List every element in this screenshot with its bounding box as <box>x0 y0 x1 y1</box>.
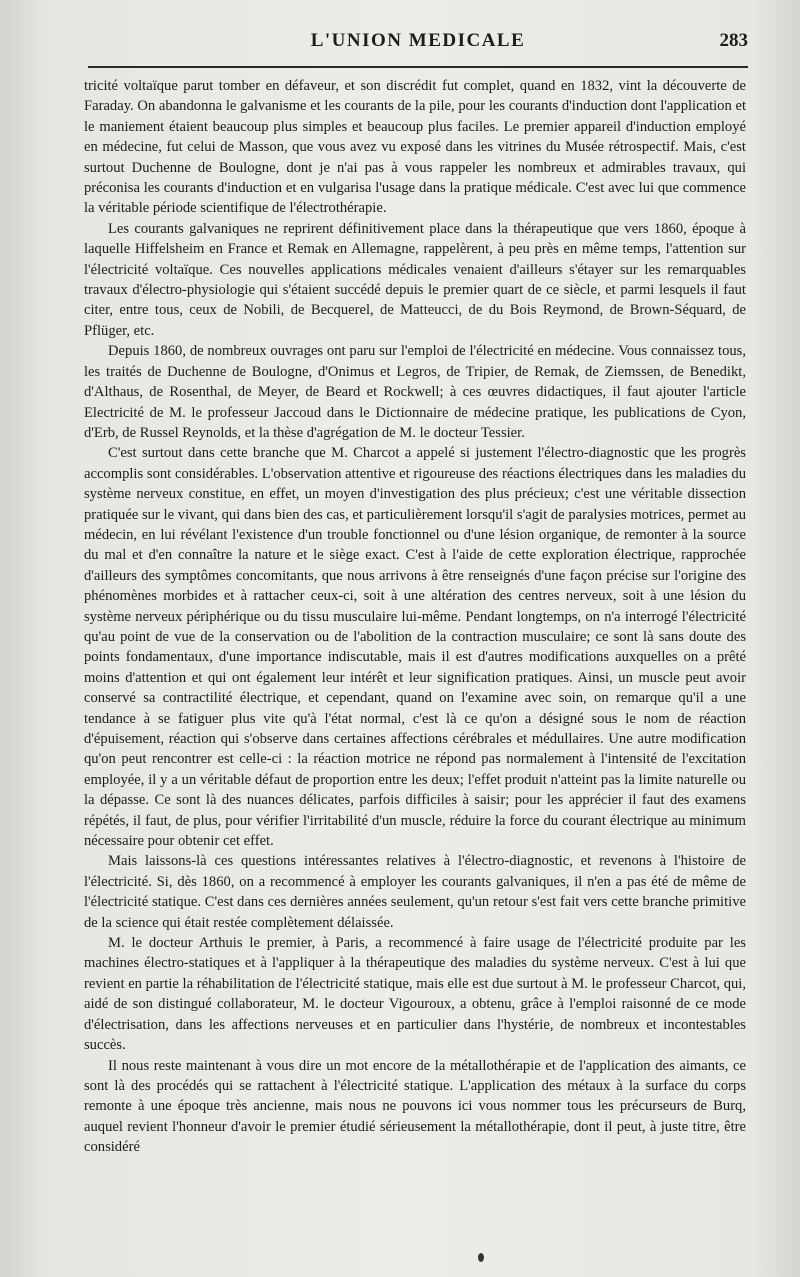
paragraph: tricité voltaïque parut tomber en défaveur, et son discrédit fut complet, quand en 1832, vint la découverte de Faraday. On abandonna le galvanisme et les courants de la pile, pour les courants d'induction dont l'application et le maniement étaient beaucoup plus simples et beaucoup plus faciles. Le premier appareil d'induction employé en médecine, fut celui de Masson, que vous avez vu exposé dans les vitrines du Musée rétrospectif. Mais, c'est surtout Duchenne de Boulogne, dont je n'ai pas à vous rappeler les nombreux et admirables travaux, qui préconisa les courants d'induction et en vulgarisa l'usage dans la pratique médicale. C'est avec lui que commence la véritable période scientifique de l'électrothérapie. <box>84 78 746 217</box>
body-text <box>84 76 746 1158</box>
paragraph: Les courants galvaniques ne reprirent définitivement place dans la thérapeutique que vers 1860, époque à laquelle Hiffelsheim en France et Remak en Allemagne, rappelèrent, à peu près en même temps, l'attention sur l'électricité voltaïque. Ces nouvelles applications médicales venaient d'ailleurs s'étayer sur les remarquables travaux d'électro-physiologie qui s'étaient succédé depuis le premier quart de ce siècle, et parmi lesquels il faut citer, entre tous, ceux de Nobili, de Becquerel, de Matteucci, de du Bois Reymond, de Brown-Séquard, de Pflüger, etc. <box>84 220 746 339</box>
paragraph: C'est surtout dans cette branche que M. Charcot a appelé si justement l'électro-diagnostic que les progrès accomplis sont considérables. L'observation attentive et rigoureuse des réactions électriques dans les maladies du système nerveux constitue, en effet, un moyen d'investigation des plus précieux; c'est une véritable dissection pratiquée sur le vivant, qui dans bien des cas, et particulièrement lorsqu'il s'agit de paralysies motrices, permet au médecin, en lui révélant l'existence d'un trouble fonctionnel ou d'une lésion organique, de remonter à la source du mal et d'en connaître la nature et le siège exact. C'est à l'aide de cette exploration électrique, rapprochée d'ailleurs des symptômes concomitants, que nous arrivons à être renseignés d'une façon précise sur l'origine des phénomènes morbides et à rattacher ceux-ci, soit à une altération des centres nerveux, soit à une lésion du système nerveux périphérique ou du tissu musculaire lui-même. Pendant longtemps, on n'a interrogé l'électricité qu'au point de vue de la conservation ou de l'abolition de la contraction musculaire; ce sont là sans doute des points fondamentaux, d'une importance indiscutable, mais il est d'autres modifications auxquelles on a prêté moins d'attention et qui ont également leur intérêt et leur signification pratiques. Ainsi, un muscle peut avoir conservé sa contractilité électrique, et cependant, quand on l'examine avec soin, on remarque qu'il a une tendance à se fatiguer plus vite qu'à l'état normal, c'est là ce qu'on a désigné sous le nom de réaction d'épuisement, réaction qui s'observe dans certaines affections cérébrales et médullaires. Une autre modification qu'on peut rencontrer est celle-ci : la réaction motrice ne répond pas normalement à l'intensité de l'excitation employée, il y a un véritable défaut de proportion entre les deux; l'effet produit n'atteint pas la limite naturelle ou la dépasse. Ce sont là des nuances délicates, parfois difficiles à saisir; pour les apprécier il faut des examens répétés, il faut, de plus, pour vérifier l'irritabilité d'un muscle, réduire la force du courant électrique au minimum nécessaire pour obtenir cet effet. <box>84 445 746 850</box>
header-rule <box>88 66 748 68</box>
paragraph: Il nous reste maintenant à vous dire un mot encore de la métallothérapie et de l'application des aimants, ce sont là des procédés qui se rattachent à l'électricité statique. L'application des métaux à la surface du corps remonte à une époque très ancienne, mais nous ne pouvons ici vous nommer tous les précurseurs de Burq, auquel revient l'honneur d'avoir le premier étudié sérieusement la métallothérapie, dont il peut, à juste titre, être considéré <box>84 1057 746 1156</box>
ink-mark <box>478 1253 484 1262</box>
page-number: 283 <box>719 30 748 51</box>
paragraph: Depuis 1860, de nombreux ouvrages ont paru sur l'emploi de l'électricité en médecine. Vous connaissez tous, les traités de Duchenne de Boulogne, d'Onimus et Legros, de Tripier, de Remak, de Ziemssen, de Benedikt, d'Althaus, de Rosenthal, de Meyer, de Beard et Rockwell; à ces œuvres didactiques, il faut ajouter l'article Electricité de M. le professeur Jaccoud dans le Dictionnaire de médecine pratique, les publications de Cyon, d'Erb, de Russel Reynolds, et la thèse d'agrégation de M. le docteur Tessier. <box>84 343 746 441</box>
journal-title: L'UNION MEDICALE <box>310 30 526 51</box>
paragraph: M. le docteur Arthuis le premier, à Paris, a recommencé à faire usage de l'électricité produite par les machines électro-statiques et à l'appliquer à la thérapeutique des maladies du système nerveux. C'est à lui que revient en partie la réhabilitation de l'électricité statique, mais elle est due surtout à M. le professeur Charcot, qui, aidé de son distingué collaborateur, M. le docteur Vigouroux, a obtenu, grâce à l'emploi raisonné de ce mode d'électrisation, dans les affections nerveuses et en particulier dans l'hystérie, de nombreux et incontestables succès. <box>84 935 746 1054</box>
paragraph: Mais laissons-là ces questions intéressantes relatives à l'électro-diagnostic, et revenons à l'histoire de l'électricité. Si, dès 1860, on a recommencé à employer les courants galvaniques, il n'en a pas été de même de l'électricité statique. C'est dans ces dernières années seulement, qu'un retour s'est fait vers cette branche primitive de la science qui était restée complètement délaissée. <box>84 853 746 931</box>
running-head <box>88 30 748 54</box>
